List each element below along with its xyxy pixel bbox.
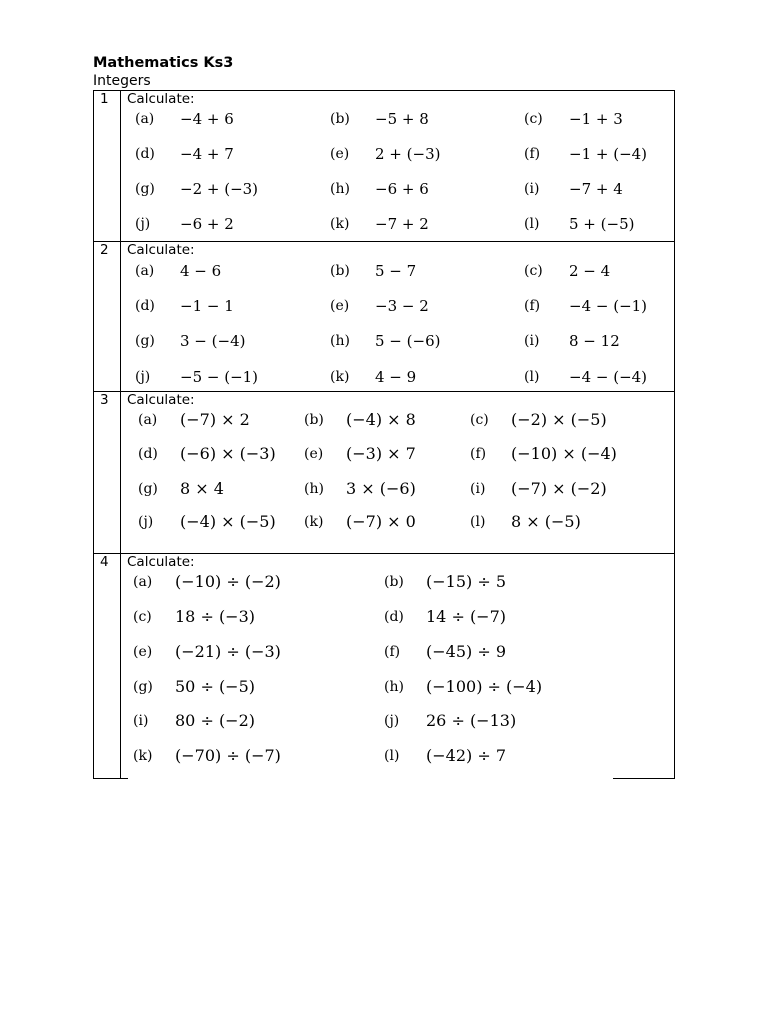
expression: (−70) ÷ (−7) (175, 746, 281, 765)
question-number: 4 (100, 554, 109, 570)
part-label: (j) (135, 216, 151, 232)
document-title: Mathematics Ks3 (93, 55, 234, 71)
question-row (0, 672, 768, 702)
part-label: (f) (524, 146, 541, 162)
expression: (−6) × (−3) (180, 444, 276, 463)
part-label: (d) (384, 609, 404, 625)
question-row (0, 567, 768, 597)
expression: 18 ÷ (−3) (175, 607, 256, 626)
table-bottom-border (93, 778, 128, 779)
expression: (−21) ÷ (−3) (175, 642, 281, 661)
question-heading: Calculate: (127, 242, 195, 258)
part-label: (g) (133, 679, 153, 695)
part-label: (b) (304, 412, 324, 428)
part-label: (b) (330, 263, 350, 279)
part-label: (g) (135, 333, 155, 349)
question-row (0, 507, 768, 537)
part-label: (c) (133, 609, 152, 625)
expression: (−100) ÷ (−4) (426, 677, 543, 696)
question-row (0, 439, 768, 469)
part-label: (a) (135, 263, 155, 279)
part-label: (c) (470, 412, 489, 428)
question-heading: Calculate: (127, 392, 195, 408)
part-label: (k) (330, 369, 350, 385)
part-label: (h) (330, 181, 350, 197)
part-label: (a) (138, 412, 158, 428)
expression: −6 + 2 (180, 215, 234, 233)
part-label: (k) (304, 514, 324, 530)
expression: (−4) × (−5) (180, 512, 276, 531)
part-label: (g) (138, 481, 158, 497)
expression: (−3) × 7 (346, 444, 416, 463)
question-row (0, 405, 768, 435)
expression: 3 − (−4) (180, 332, 246, 350)
part-label: (f) (384, 644, 401, 660)
expression: 5 − (−6) (375, 332, 441, 350)
expression: 5 − 7 (375, 262, 417, 280)
part-label: (b) (384, 574, 404, 590)
question-row (0, 139, 768, 169)
expression: −1 − 1 (180, 297, 234, 315)
expression: 50 ÷ (−5) (175, 677, 256, 696)
part-label: (f) (524, 298, 541, 314)
expression: −1 + (−4) (569, 145, 648, 163)
expression: 2 + (−3) (375, 145, 441, 163)
expression: 4 − 9 (375, 368, 417, 386)
expression: −6 + 6 (375, 180, 429, 198)
part-label: (e) (133, 644, 153, 660)
question-row (0, 326, 768, 356)
expression: (−4) × 8 (346, 410, 416, 429)
part-label: (g) (135, 181, 155, 197)
part-label: (f) (470, 446, 487, 462)
part-label: (d) (135, 298, 155, 314)
expression: (−45) ÷ 9 (426, 642, 507, 661)
part-label: (l) (470, 514, 486, 530)
question-row (0, 291, 768, 321)
expression: (−7) × 2 (180, 410, 250, 429)
question-number: 2 (100, 242, 109, 258)
expression: −4 + 7 (180, 145, 234, 163)
expression: (−7) × 0 (346, 512, 416, 531)
part-label: (d) (138, 446, 158, 462)
question-row (0, 706, 768, 736)
part-label: (a) (133, 574, 153, 590)
part-label: (e) (304, 446, 324, 462)
document-subtitle: Integers (93, 73, 151, 89)
question-row (0, 209, 768, 239)
question-heading: Calculate: (127, 554, 195, 570)
expression: 8 × 4 (180, 479, 224, 498)
expression: (−10) × (−4) (511, 444, 617, 463)
expression: 26 ÷ (−13) (426, 711, 517, 730)
expression: −7 + 4 (569, 180, 623, 198)
expression: −4 − (−4) (569, 368, 648, 386)
part-label: (i) (133, 713, 149, 729)
part-label: (k) (330, 216, 350, 232)
part-label: (i) (524, 181, 540, 197)
expression: −4 − (−1) (569, 297, 648, 315)
question-row (0, 256, 768, 286)
part-label: (d) (135, 146, 155, 162)
part-label: (k) (133, 748, 153, 764)
question-row (0, 602, 768, 632)
part-label: (i) (524, 333, 540, 349)
expression: −7 + 2 (375, 215, 429, 233)
part-label: (l) (384, 748, 400, 764)
part-label: (h) (330, 333, 350, 349)
part-label: (j) (384, 713, 400, 729)
part-label: (h) (384, 679, 404, 695)
question-row (0, 174, 768, 204)
expression: 2 − 4 (569, 262, 611, 280)
expression: 5 + (−5) (569, 215, 635, 233)
expression: (−2) × (−5) (511, 410, 607, 429)
question-number: 1 (100, 91, 109, 107)
question-row (0, 104, 768, 134)
part-label: (c) (524, 263, 543, 279)
part-label: (l) (524, 216, 540, 232)
expression: (−42) ÷ 7 (426, 746, 507, 765)
expression: 14 ÷ (−7) (426, 607, 507, 626)
part-label: (b) (330, 111, 350, 127)
expression: 4 − 6 (180, 262, 222, 280)
part-label: (j) (135, 369, 151, 385)
part-label: (i) (470, 481, 486, 497)
part-label: (e) (330, 298, 350, 314)
table-bottom-border (613, 778, 675, 779)
expression: −4 + 6 (180, 110, 234, 128)
expression: −5 + 8 (375, 110, 429, 128)
expression: 8 − 12 (569, 332, 620, 350)
expression: 80 ÷ (−2) (175, 711, 256, 730)
part-label: (j) (138, 514, 154, 530)
part-label: (e) (330, 146, 350, 162)
question-row (0, 637, 768, 667)
expression: −2 + (−3) (180, 180, 259, 198)
question-row (0, 362, 768, 392)
expression: (−15) ÷ 5 (426, 572, 507, 591)
expression: −3 − 2 (375, 297, 429, 315)
question-number: 3 (100, 392, 109, 408)
expression: 3 × (−6) (346, 479, 416, 498)
part-label: (h) (304, 481, 324, 497)
question-row (0, 741, 768, 771)
question-heading: Calculate: (127, 91, 195, 107)
expression: −1 + 3 (569, 110, 623, 128)
part-label: (l) (524, 369, 540, 385)
part-label: (c) (524, 111, 543, 127)
expression: −5 − (−1) (180, 368, 259, 386)
expression: (−10) ÷ (−2) (175, 572, 281, 591)
expression: 8 × (−5) (511, 512, 581, 531)
part-label: (a) (135, 111, 155, 127)
expression: (−7) × (−2) (511, 479, 607, 498)
question-row (0, 474, 768, 504)
